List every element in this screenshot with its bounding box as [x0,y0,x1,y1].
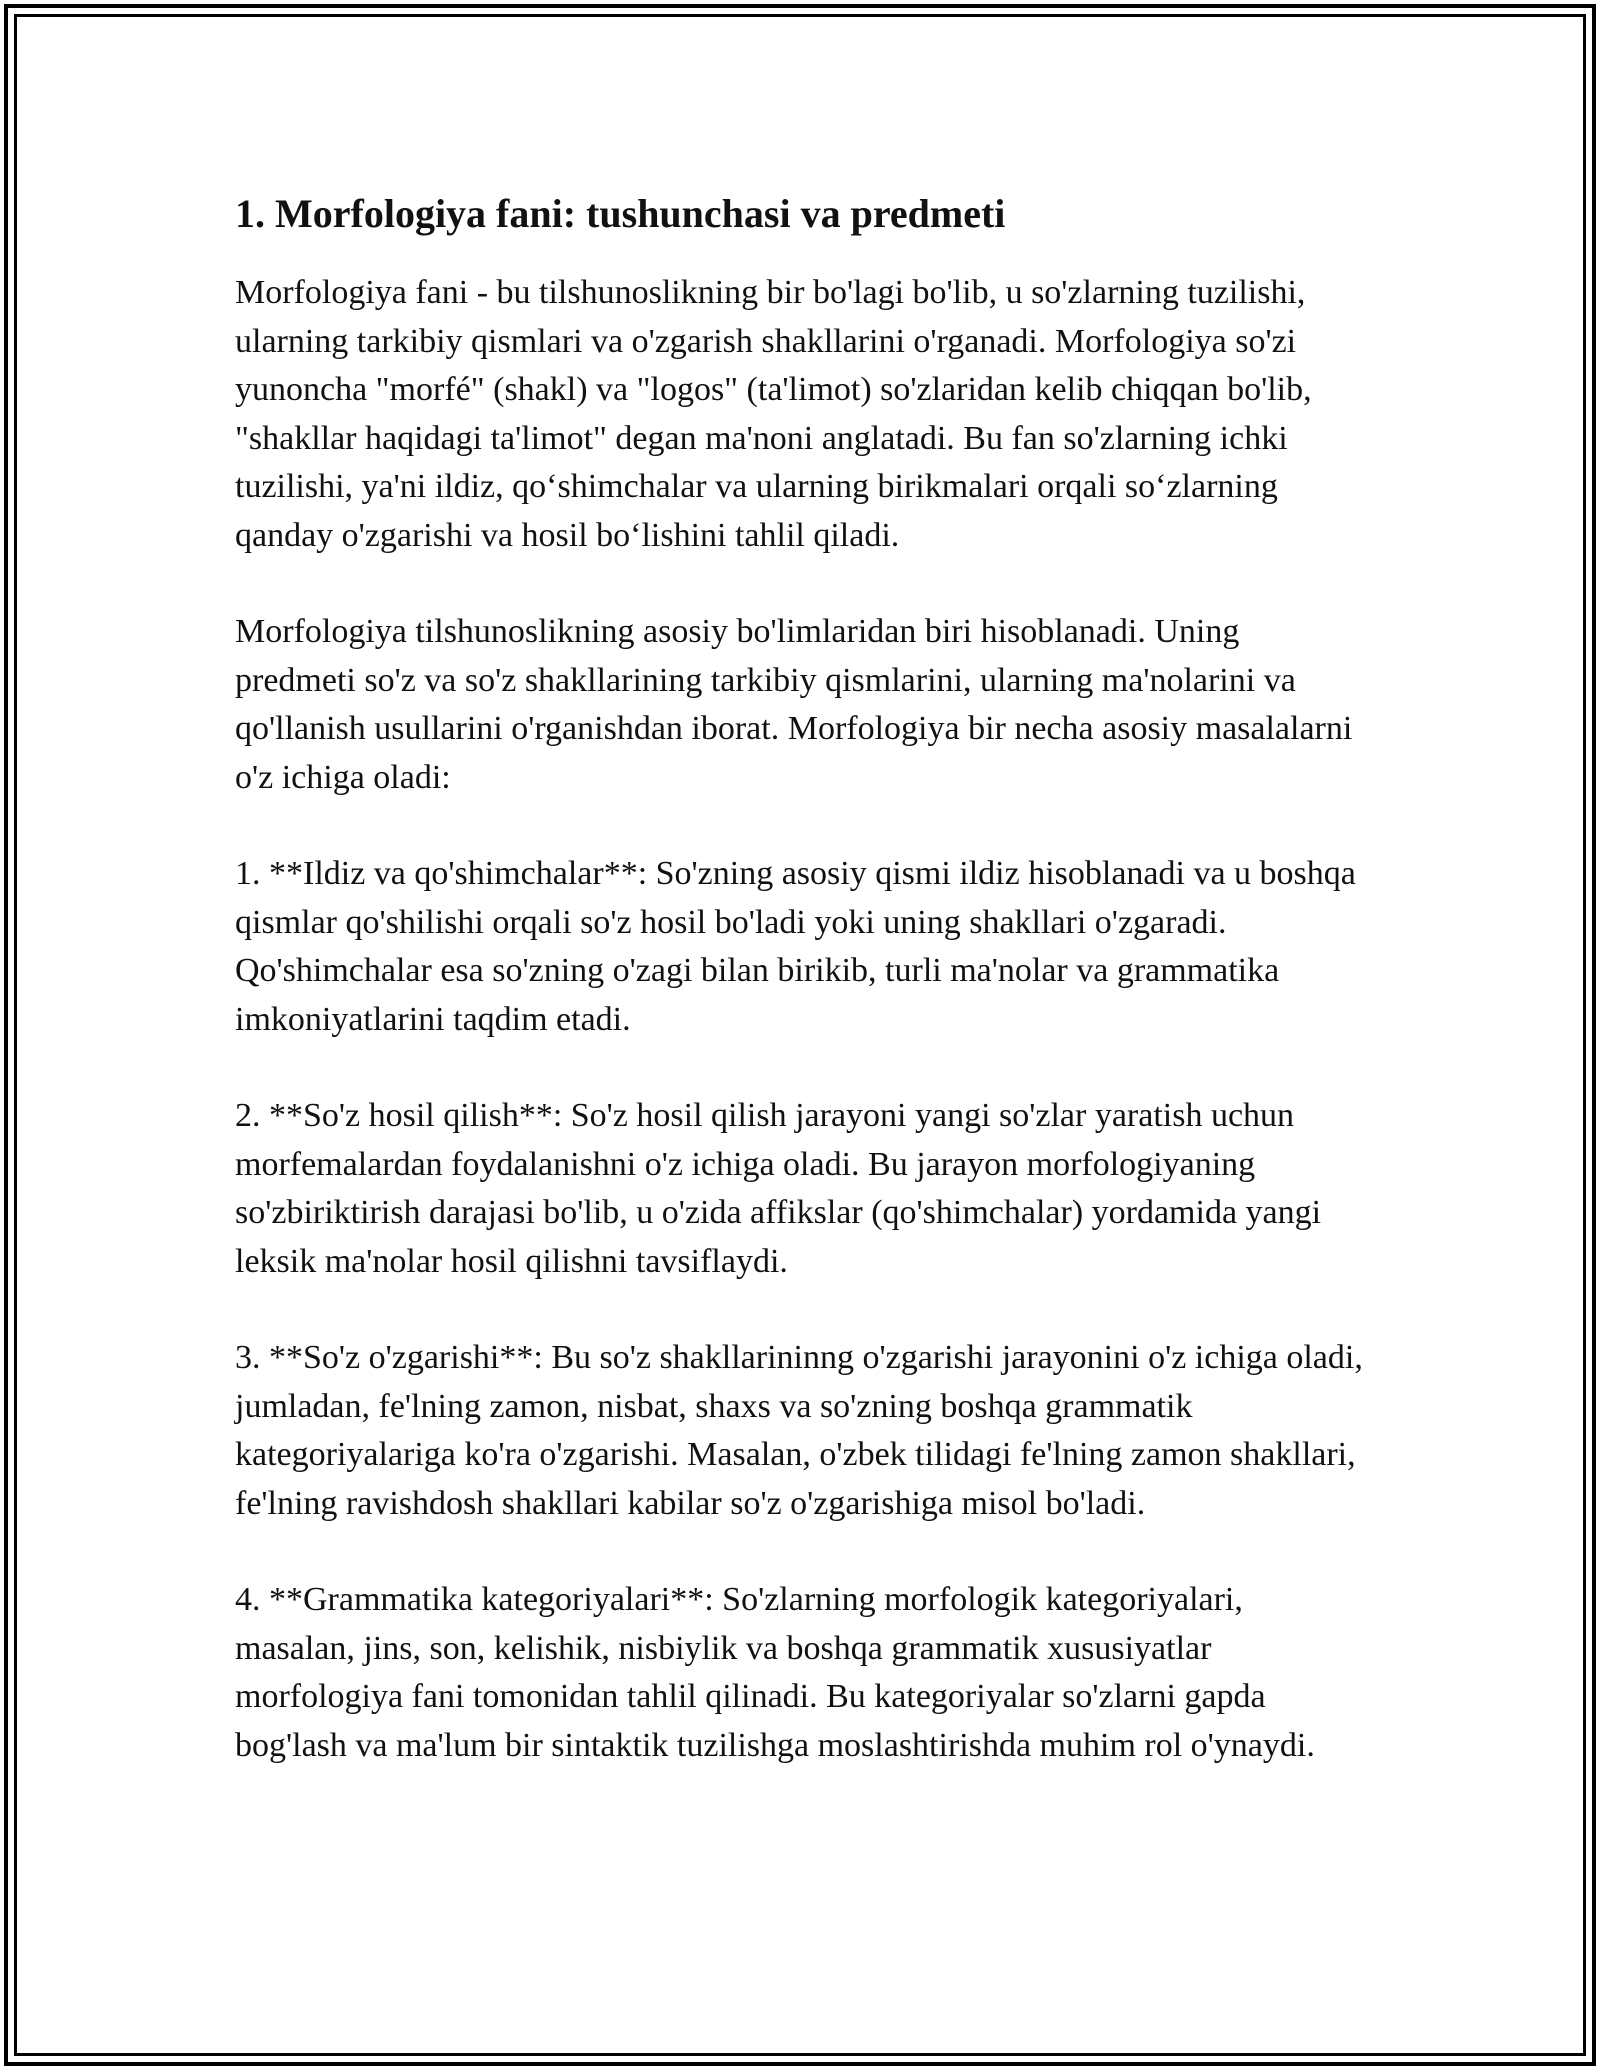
list-item-grammatical-categories: 4. **Grammatika kategoriyalari**: So'zlarning morfologik kategoriyalari, masalan, jins, son, kelishik, nisbiylik va boshqa grammatik xususiyatlar morfologiya fani tomonidan tahlil qilinadi. Bu kategoriyalar so'zlarni gapda bog'lash va ma'lum bir sintaktik tuzilishga moslashtirishda muhim rol o'ynaydi. [235,1581,1315,1764]
document-body [235,188,1365,1818]
document-title: 1. Morfologiya fani: tushunchasi va predmeti [235,191,1006,236]
list-item-root-affixes: 1. **Ildiz va qo'shimchalar**: So'zning asosiy qismi ildiz hisoblanadi va u boshqa qismlar qo'shilishi orqali so'z hosil bo'ladi yoki uning shakllari o'zgaradi. Qo'shimchalar esa so'zning o'zagi bilan birikib, turli ma'nolar va grammatika imkoniyatlarini taqdim etadi. [235,855,1356,1038]
paragraph-subject: Morfologiya tilshunoslikning asosiy bo'limlaridan biri hisoblanadi. Uning predmeti so'z va so'z shakllarining tarkibiy qismlarini, ularning ma'nolarini va qo'llanish usullarini o'rganishdan iborat. Morfologiya bir necha asosiy masalalarni o'z ichiga oladi: [235,613,1353,796]
paragraph-intro: Morfologiya fani - bu tilshunoslikning bir bo'lagi bo'lib, u so'zlarning tuzilishi, ularning tarkibiy qismlari va o'zgarish shakllarini o'rganadi. Morfologiya so'zi yunoncha "morfé" (shakl) va "logos" (ta'limot) so'zlaridan kelib chiqqan bo'lib, "shakllar haqidagi ta'limot" degan ma'noni anglatadi. Bu fan so'zlarning ichki tuzilishi, ya'ni ildiz, qo‘shimchalar va ularning birikmalari orqali so‘zlarning qanday o'zgarishi va hosil bo‘lishini tahlil qiladi. [235,274,1312,554]
list-item-inflection: 3. **So'z o'zgarishi**: Bu so'z shakllarininng o'zgarishi jarayonini o'z ichiga oladi, jumladan, fe'lning zamon, nisbat, shaxs va so'zning boshqa grammatik kategoriyalariga ko'ra o'zgarishi. Masalan, o'zbek tilidagi fe'lning zamon shakllari, fe'lning ravishdosh shakllari kabilar so'z o'zgarishiga misol bo'ladi. [235,1339,1363,1522]
list-item-word-formation: 2. **So'z hosil qilish**: So'z hosil qilish jarayoni yangi so'zlar yaratish uchun morfemalardan foydalanishni o'z ichiga oladi. Bu jarayon morfologiyaning so'zbiriktirish darajasi bo'lib, u o'zida affikslar (qo'shimchalar) yordamida yangi leksik ma'nolar hosil qilishni tavsiflaydi. [235,1097,1322,1280]
